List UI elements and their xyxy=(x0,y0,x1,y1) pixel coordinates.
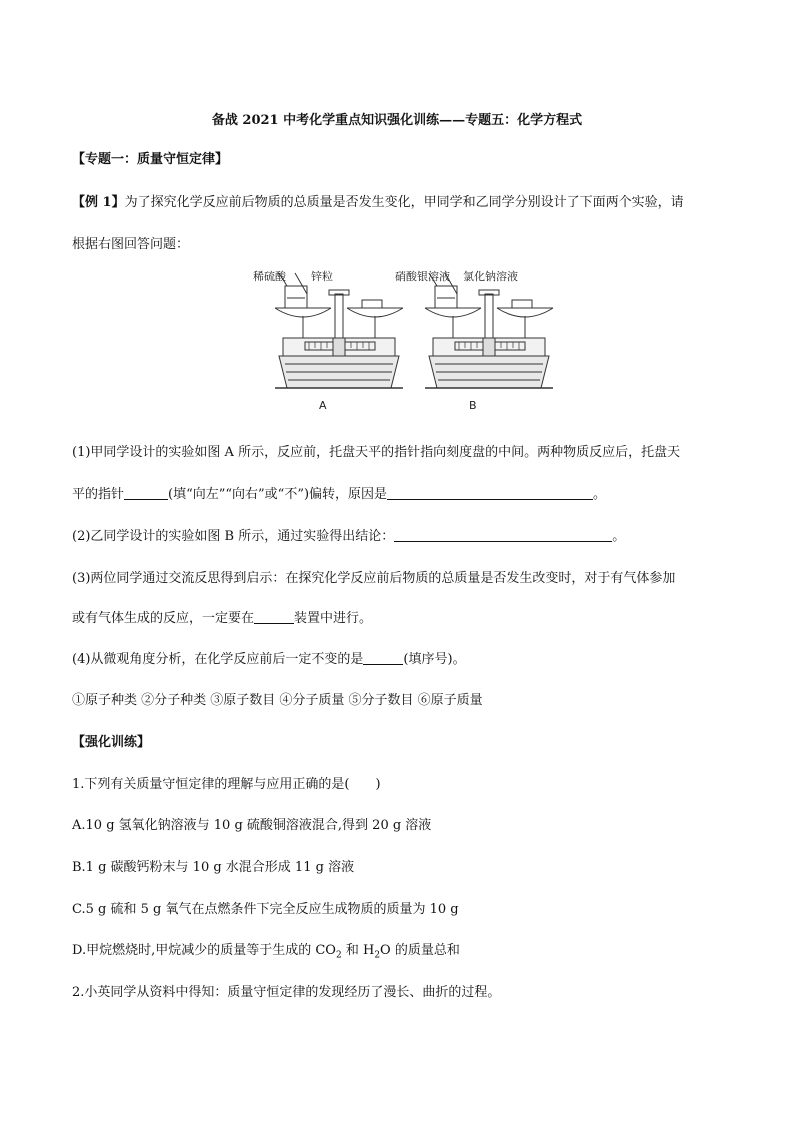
answer-blank-3[interactable] xyxy=(394,529,612,542)
answer-blank-5[interactable] xyxy=(363,652,403,665)
example-line-1 xyxy=(72,195,684,211)
q2-text: (2)乙同学设计的实验如图 B 所示，通过实验得出结论： xyxy=(72,529,395,544)
label-a-left: 稀硫酸 xyxy=(253,270,286,283)
q4-line xyxy=(72,652,466,668)
answer-blank-4[interactable] xyxy=(254,611,294,624)
q1-text-b: (填“向左”“向右”或“不”)偏转，原因是 xyxy=(168,487,388,502)
t2-stem: 2.小英同学从资料中得知：质量守恒定律的发现经历了漫长、曲折的过程。 xyxy=(72,985,501,1000)
balance-figure xyxy=(253,264,557,416)
t1-option-b: B.1 g 碳酸钙粉末与 10 g 水混合形成 11 g 溶液 xyxy=(72,860,355,875)
balance-b xyxy=(425,273,553,388)
q1-text-c: 。 xyxy=(593,487,607,502)
q2-end: 。 xyxy=(612,529,626,544)
q3-line-2 xyxy=(72,611,372,627)
t1-d-text-c: O 的质量总和 xyxy=(380,943,460,958)
t1-d-sub-1: 2 xyxy=(335,950,342,961)
label-b-left: 硝酸银溶液 xyxy=(395,270,450,283)
q4-text: (4)从微观角度分析，在化学反应前后一定不变的是 xyxy=(72,652,364,667)
q1-line-1: (1)甲同学设计的实验如图 A 所示，反应前，托盘天平的指针指向刻度盘的中间。两种物质反应后，托盘天 xyxy=(72,445,681,460)
q3-text-b: 装置中进行。 xyxy=(294,611,373,626)
q3-line-1: (3)两位同学通过交流反思得到启示：在探究化学反应前后物质的总质量是否发生改变时，对于有气体参加 xyxy=(72,571,676,586)
t1-option-a: A.10 g 氢氧化钠溶液与 10 g 硫酸铜溶液混合,得到 20 g 溶液 xyxy=(72,818,432,833)
t1-d-text-b: 和 H xyxy=(341,943,375,958)
section-heading-1: 【专题一：质量守恒定律】 xyxy=(72,152,229,167)
label-b-right: 氯化钠溶液 xyxy=(463,270,518,283)
caption-a: A xyxy=(319,399,327,412)
answer-blank-2[interactable] xyxy=(387,487,593,500)
q4-options: ①原子种类 ②分子种类 ③原子数目 ④分子质量 ⑤分子数目 ⑥原子质量 xyxy=(72,693,483,708)
q3-text-a: 或有气体生成的反应，一定要在 xyxy=(72,611,255,626)
q1-text-a: 平的指针 xyxy=(72,487,125,502)
t1-d-text-a: D.甲烷燃烧时,甲烷减少的质量等于生成的 CO xyxy=(72,943,336,958)
answer-blank-1[interactable] xyxy=(124,487,168,500)
t1-option-c: C.5 g 硫和 5 g 氧气在点燃条件下完全反应生成物质的质量为 10 g xyxy=(72,902,459,917)
balance-a xyxy=(275,273,403,388)
document-title: 备战 2021 中考化学重点知识强化训练——专题五：化学方程式 xyxy=(211,113,583,128)
t1-stem: 1.下列有关质量守恒定律的理解与应用正确的是( ) xyxy=(72,777,381,792)
section-heading-2: 【强化训练】 xyxy=(72,735,151,750)
label-a-right: 锌粒 xyxy=(311,270,333,283)
q1-line-2 xyxy=(72,487,606,503)
q4-end: (填序号)。 xyxy=(403,652,466,667)
q2-line xyxy=(72,529,625,545)
t1-option-d xyxy=(72,943,460,964)
caption-b: B xyxy=(469,399,477,412)
example-label: 【例 1】 xyxy=(72,195,125,210)
example-line-2: 根据右图回答问题： xyxy=(72,237,190,252)
balance-diagram xyxy=(253,264,557,416)
t1-d-sub-2: 2 xyxy=(374,950,381,961)
example-text-1: 为了探究化学反应前后物质的总质量是否发生变化，甲同学和乙同学分别设计了下面两个实验，请 xyxy=(124,195,684,210)
